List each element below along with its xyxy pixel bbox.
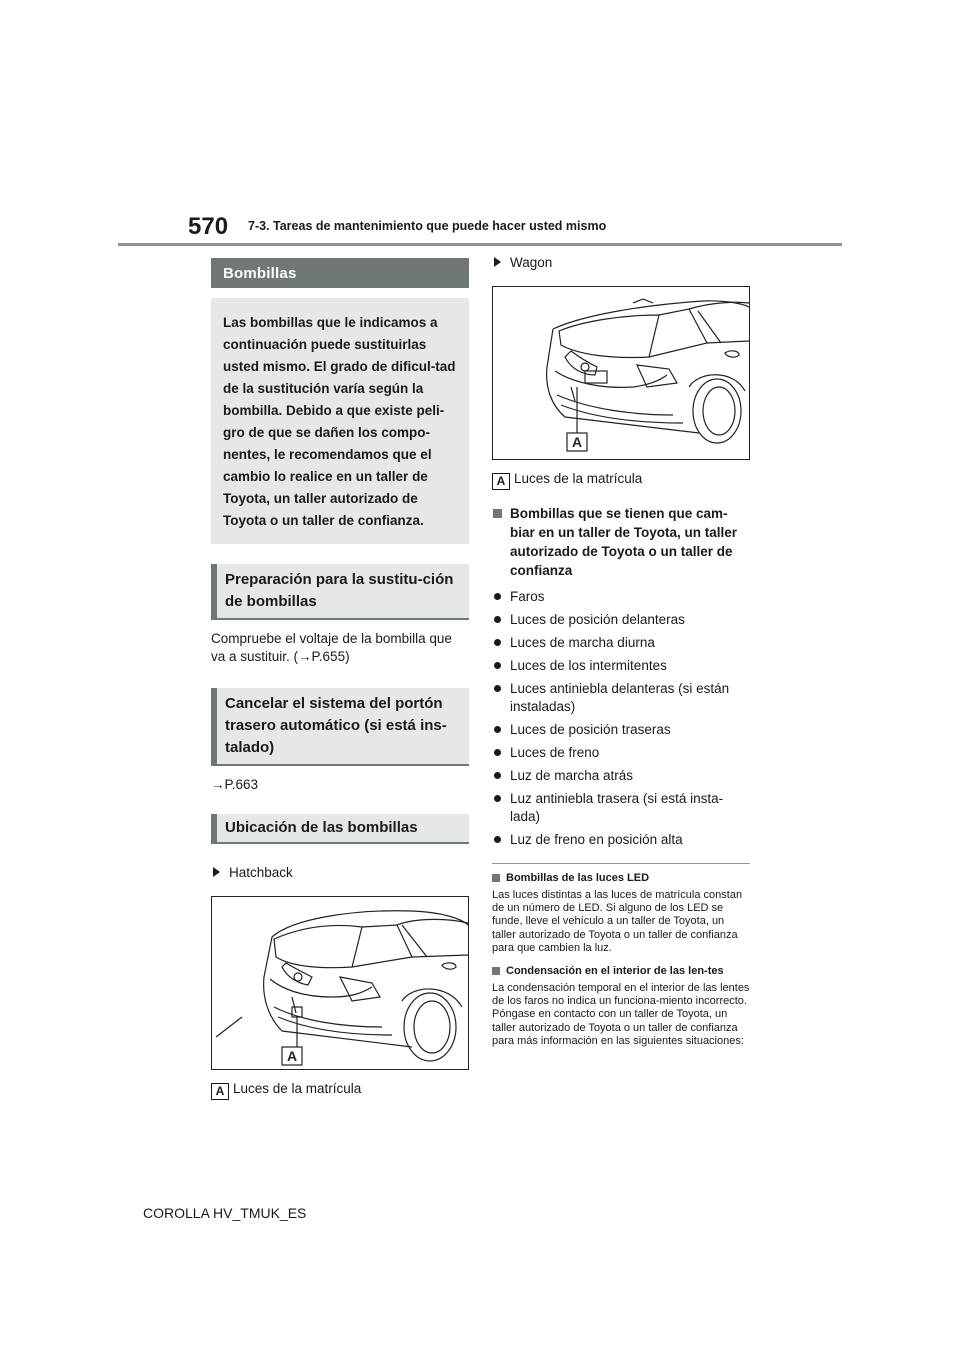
hatchback-caption: Luces de la matrícula: [233, 1081, 362, 1096]
label-a-icon: A: [211, 1083, 229, 1100]
list-item: Luz de freno en posición alta: [492, 831, 750, 849]
wagon-label-row: [492, 254, 750, 272]
hatchback-car-rear-icon: [212, 897, 468, 1069]
page-number: 570: [188, 213, 229, 240]
hatchback-label-row: [211, 864, 469, 882]
wagon-car-rear-icon: [493, 287, 749, 459]
wagon-caption: Luces de la matrícula: [514, 471, 643, 486]
left-column: [211, 258, 469, 1100]
list-item: Luces de marcha diurna: [492, 634, 750, 652]
right-column: [492, 254, 750, 1048]
cancel-heading: Cancelar el sistema del portón trasero automático (si está ins-talado): [211, 688, 469, 766]
label-a-icon: A: [492, 473, 510, 490]
wagon-callout-a: A: [571, 434, 583, 450]
condensation-heading: Condensación en el interior de las len-tes: [492, 965, 750, 978]
dealer-list: [492, 588, 750, 849]
led-heading: Bombillas de las luces LED: [492, 872, 750, 885]
list-item: Luces de posición delanteras: [492, 611, 750, 629]
intro-box: Las bombillas que le indicamos a continuación puede sustituirlas usted mismo. El grado de dificul-tad de la sustitución varía según la bombilla. Debido a que existe peli-gro de que se dañen los compo-nentes, le recomendamos que el cambio lo realice en un taller de Toyota, un taller autorizado de Toyota o un taller de confianza.: [211, 298, 469, 544]
condensation-text: La condensación temporal en el interior de las lentes de los faros no indica un funciona-miento incorrecto. Póngase en contacto con un taller de Toyota, un taller autorizado de Toyota o un taller de confianza para más información en las siguientes situaciones:: [492, 982, 750, 1047]
list-item: Luces de los intermitentes: [492, 657, 750, 675]
wagon-caption-row: [492, 470, 750, 490]
prep-text: Compruebe el voltaje de la bombilla que va a sustituir. (→P.655): [211, 631, 452, 664]
triangle-bullet-icon: [213, 867, 220, 877]
cancel-text: →P.663: [211, 777, 259, 792]
list-item: Luces antiniebla delanteras (si están instaladas): [492, 680, 750, 716]
list-item: Luz antiniebla trasera (si está insta-lada): [492, 790, 750, 826]
list-item: Faros: [492, 588, 750, 606]
notes-divider: [492, 863, 750, 864]
list-item: Luz de marcha atrás: [492, 767, 750, 785]
location-heading: Ubicación de las bombillas: [211, 814, 469, 844]
hatchback-illustration: [211, 896, 469, 1070]
list-item: Luces de freno: [492, 744, 750, 762]
footer-model-code: COROLLA HV_TMUK_ES: [143, 1205, 307, 1221]
header-divider: [118, 243, 842, 246]
hatchback-caption-row: [211, 1080, 469, 1100]
prep-heading: Preparación para la sustitu-ción de bombillas: [211, 564, 469, 620]
wagon-label: Wagon: [510, 255, 553, 270]
triangle-bullet-icon: [494, 257, 501, 267]
section-title: 7-3. Tareas de mantenimiento que puede hacer usted mismo: [248, 219, 607, 233]
dealer-heading: Bombillas que se tienen que cam-biar en un taller de Toyota, un taller autorizado de Toyota o un taller de confianza: [492, 504, 750, 580]
hatchback-label: Hatchback: [229, 865, 293, 880]
wagon-illustration: [492, 286, 750, 460]
bombillas-heading: Bombillas: [211, 258, 469, 288]
list-item: Luces de posición traseras: [492, 721, 750, 739]
hatchback-callout-a: A: [286, 1048, 298, 1064]
led-text: Las luces distintas a las luces de matrícula constan de un número de LED. Si alguno de los LED se funde, lleve el vehículo a un taller de Toyota, un taller autorizado de Toyota o un taller de confianza para que cambien la luz.: [492, 889, 743, 954]
